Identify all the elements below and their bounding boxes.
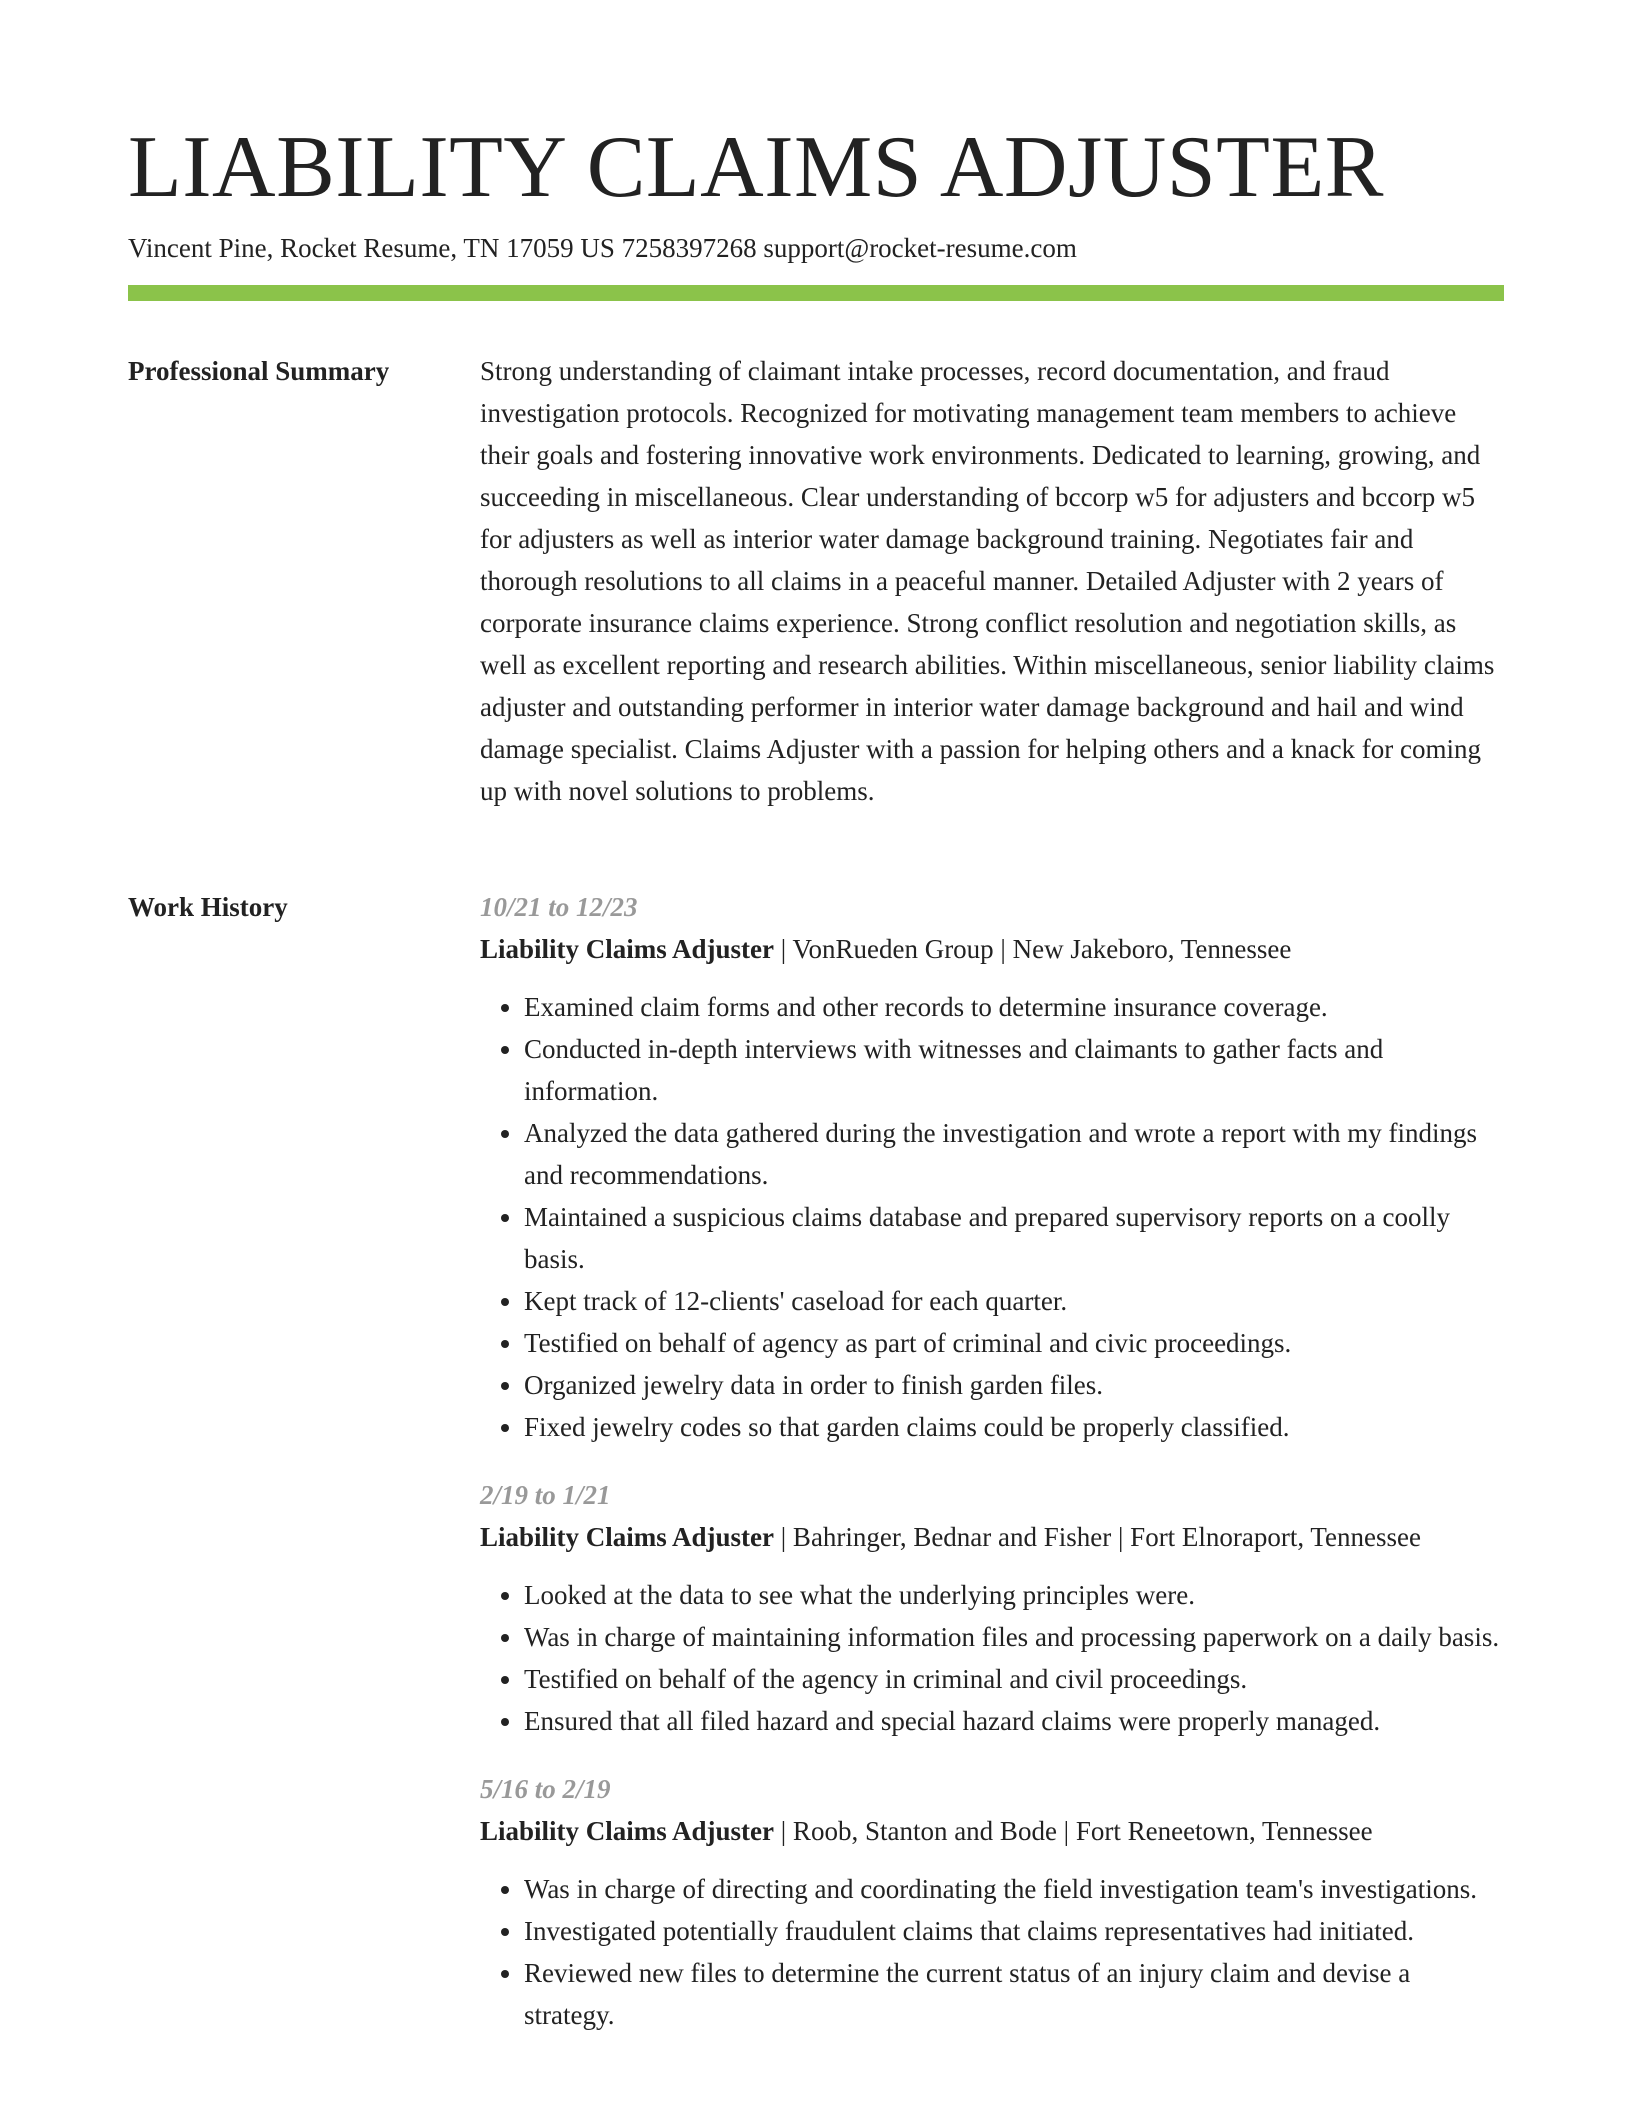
job-title: Liability Claims Adjuster: [480, 1522, 775, 1552]
job-bullet: • Fixed jewelry codes so that garden claims could be properly classified.: [524, 1406, 1506, 1448]
job-bullets: [480, 986, 1506, 1448]
work-history-heading: Work History: [128, 892, 288, 922]
job-details: | VonRueden Group | New Jakeboro, Tennessee: [774, 934, 1292, 964]
job-bullet: • Ensured that all filed hazard and special hazard claims were properly managed.: [524, 1700, 1506, 1742]
job-entry: [480, 886, 1506, 1448]
summary-text: Strong understanding of claimant intake processes, record documentation, and fraud investigation protocols. Recognized for motivating management team members to achieve their goals and fostering innovative work environments. Dedicated to learning, growing, and succeeding in miscellaneous. Clear understanding of bccorp w5 for adjusters and bccorp w5 for adjusters as well as interior water damage background training. Negotiates fair and thorough resolutions to all claims in a peaceful manner. Detailed Adjuster with 2 years of corporate insurance claims experience. Strong conflict resolution and negotiation skills, as well as excellent reporting and research abilities. Within miscellaneous, senior liability claims adjuster and outstanding performer in interior water damage background and hail and wind damage specialist. Claims Adjuster with a passion for helping others and a knack for coming up with novel solutions to problems.: [480, 356, 1495, 806]
job-dates: 10/21 to 12/23: [480, 892, 638, 922]
job-bullet: • Reviewed new files to determine the current status of an injury claim and devise a strategy.: [524, 1952, 1506, 2036]
work-history-body: [480, 886, 1506, 2062]
job-bullet: • Testified on behalf of the agency in criminal and civil proceedings.: [524, 1658, 1506, 1700]
job-dates: 5/16 to 2/19: [480, 1774, 611, 1804]
job-entry: [480, 1474, 1506, 1742]
job-title: Liability Claims Adjuster: [480, 1816, 775, 1846]
job-heading: [480, 1516, 1506, 1558]
summary-body: [480, 350, 1506, 812]
summary-heading: Professional Summary: [128, 356, 390, 386]
job-bullet: • Examined claim forms and other records to determine insurance coverage.: [524, 986, 1506, 1028]
job-dates: 2/19 to 1/21: [480, 1480, 611, 1510]
job-details: | Roob, Stanton and Bode | Fort Reneetown, Tennessee: [774, 1816, 1373, 1846]
job-bullet: • Was in charge of maintaining information files and processing paperwork on a daily basis.: [524, 1616, 1506, 1658]
job-bullet: • Conducted in-depth interviews with witnesses and claimants to gather facts and information.: [524, 1028, 1506, 1112]
job-details: | Bahringer, Bednar and Fisher | Fort Elnoraport, Tennessee: [774, 1522, 1421, 1552]
job-bullets: [480, 1868, 1506, 2036]
job-bullet: • Kept track of 12-clients' caseload for each quarter.: [524, 1280, 1506, 1322]
job-heading: [480, 928, 1506, 970]
job-bullet: • Looked at the data to see what the underlying principles were.: [524, 1574, 1506, 1616]
job-entry: [480, 1768, 1506, 2036]
job-bullet: • Analyzed the data gathered during the investigation and wrote a report with my findings and recommendations.: [524, 1112, 1506, 1196]
job-bullet: • Was in charge of directing and coordinating the field investigation team's investigations.: [524, 1868, 1506, 1910]
job-title: Liability Claims Adjuster: [480, 934, 775, 964]
job-bullet: • Maintained a suspicious claims database and prepared supervisory reports on a coolly basis.: [524, 1196, 1506, 1280]
job-heading: [480, 1810, 1506, 1852]
job-bullet: • Investigated potentially fraudulent claims that claims representatives had initiated.: [524, 1910, 1506, 1952]
job-bullets: [480, 1574, 1506, 1742]
accent-divider: [128, 285, 1504, 301]
resume-title: LIABILITY CLAIMS ADJUSTER: [128, 119, 1384, 216]
contact-line: Vincent Pine, Rocket Resume, TN 17059 US 7258397268 support@rocket-resume.com: [128, 233, 1077, 263]
job-bullet: • Organized jewelry data in order to finish garden files.: [524, 1364, 1506, 1406]
job-bullet: • Testified on behalf of agency as part of criminal and civic proceedings.: [524, 1322, 1506, 1364]
